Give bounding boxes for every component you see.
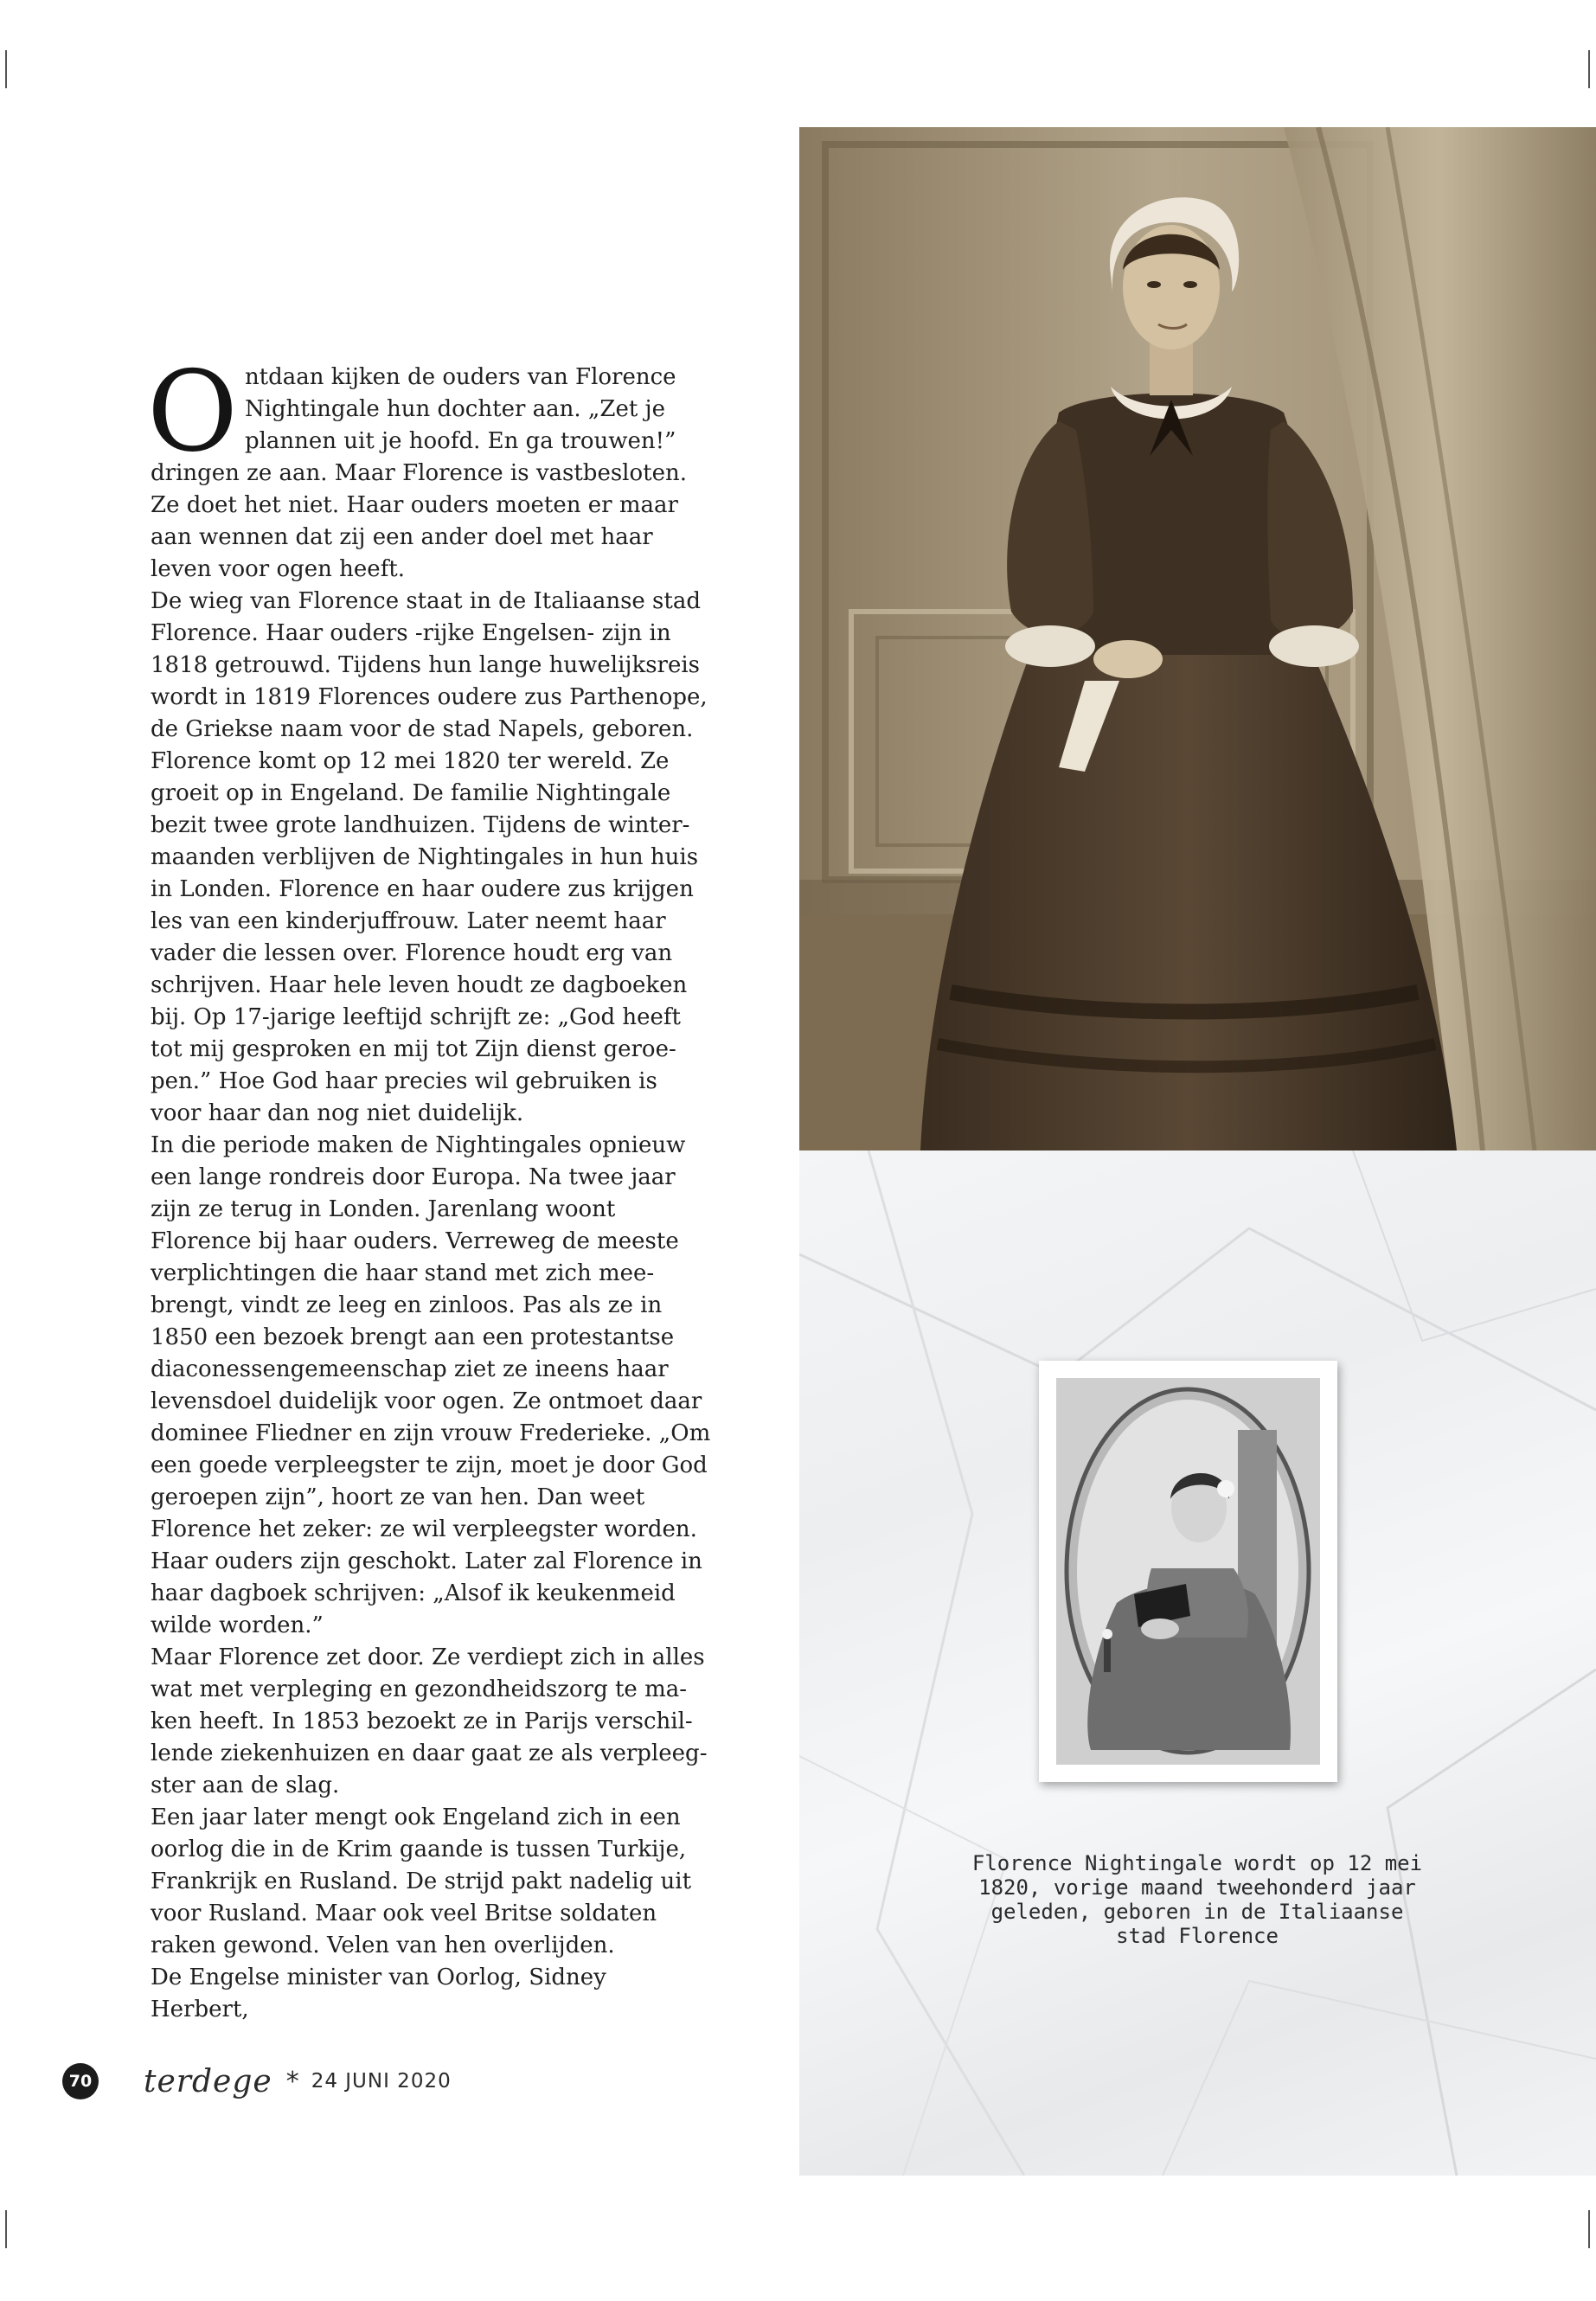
caption-line: stad Florence	[1116, 1924, 1279, 1948]
paper-panel	[799, 1150, 1596, 2176]
portrait-illustration	[799, 127, 1596, 1150]
article-body	[147, 348, 711, 2026]
reading-woman-illustration	[1056, 1378, 1320, 1765]
photo-caption	[920, 1851, 1474, 1948]
article-paragraph: In die periode maken de Nightingales opnieuw een lange rondreis door Europa. Na twee jaar zijn ze terug in Londen. Jarenlang woont Florence bij haar ouders. Verreweg de meeste verplichtingen die haar stand met zich meebrengt, vindt ze leeg en zinloos. Pas als ze in 1850 een bezoek brengt aan een protestantse diaconessengemeenschap ziet ze ineens haar levensdoel duidelijk voor ogen. Ze ontmoet daar dominee Fliedner en zijn vrouw Frederieke. „Om een goede verpleegster te zijn, moet je door God geroepen zijn”, hoort ze van hen. Dan weet Florence het zeker: ze wil verpleegster worden. Haar ouders zijn geschokt. Later zal Florence in haar dagboek schrijven: „Alsof ik keukenmeid wilde worden.”	[151, 1132, 711, 1638]
trim-mark	[1588, 50, 1590, 88]
article-paragraph	[147, 348, 711, 586]
portrait-photograph	[799, 127, 1596, 1150]
drop-cap: O	[147, 348, 238, 477]
caption-line: geleden, geboren in de Italiaanse	[990, 1900, 1404, 1924]
engraving-image	[1056, 1378, 1320, 1765]
trim-mark	[5, 50, 7, 88]
caption-line: Florence Nightingale wordt op 12 mei	[971, 1851, 1423, 1875]
issue-date: 24 JUNI 2020	[311, 2070, 452, 2093]
trim-mark	[1588, 2210, 1590, 2248]
article-paragraph: Maar Florence zet door. Ze verdiept zich in alles wat met verpleging en gezondheidszorg te maken heeft. In 1853 bezoekt ze in Parijs verschillende ziekenhuizen en daar gaat ze als verpleegster aan de slag.	[151, 1644, 708, 1798]
caption-line: 1820, vorige maand tweehonderd jaar	[978, 1875, 1416, 1900]
article-paragraph: De wieg van Florence staat in de Italiaanse stad Florence. Haar ouders -rijke Engelsen- zijn in 1818 getrouwd. Tijdens hun lange huwelijksreis wordt in 1819 Florences oudere zus Parthenope, de Griekse naam voor de stad Napels, geboren. Florence komt op 12 mei 1820 ter wereld. Ze groeit op in Engeland. De familie Nightingale bezit twee grote landhuizen. Tijdens de wintermaanden verblijven de Nightingales in hun huis in Londen. Florence en haar oudere zus krijgen les van een kinderjuffrouw. Later neemt haar vader die lessen over. Florence houdt erg van schrijven. Haar hele leven houdt ze dagboeken bij. Op 17-jarige leeftijd schrijft ze: „God heeft tot mij gesproken en mij tot Zijn dienst geroepen.” Hoe God haar precies wil gebruiken is voor haar dan nog niet duidelijk.	[151, 588, 708, 1126]
trim-mark	[5, 2210, 7, 2248]
page-footer	[62, 2062, 452, 2100]
paragraph-text: ntdaan kijken de ouders van Florence Nightingale hun dochter aan. „Zet je plannen uit je hoofd. En ga trouwen!” dringen ze aan. Maar Florence is vastbesloten. Ze doet het niet. Haar ouders moeten er maar aan wennen dat zij een ander doel met haar leven voor ogen heeft.	[151, 364, 687, 582]
engraving-print	[1039, 1361, 1337, 1782]
page-number-badge: 70	[62, 2063, 99, 2099]
magazine-logo: terdege	[144, 2063, 272, 2099]
article-paragraph: Een jaar later mengt ook Engeland zich in een oorlog die in de Krim gaande is tussen Turkije, Frankrijk en Rusland. De strijd pakt nadelig uit voor Rusland. Maar ook veel Britse soldaten raken gewond. Velen van hen overlijden.	[151, 1804, 692, 1958]
article-paragraph: De Engelse minister van Oorlog, Sidney Herbert,	[151, 1965, 606, 2022]
separator-star-icon: *	[285, 2066, 299, 2097]
